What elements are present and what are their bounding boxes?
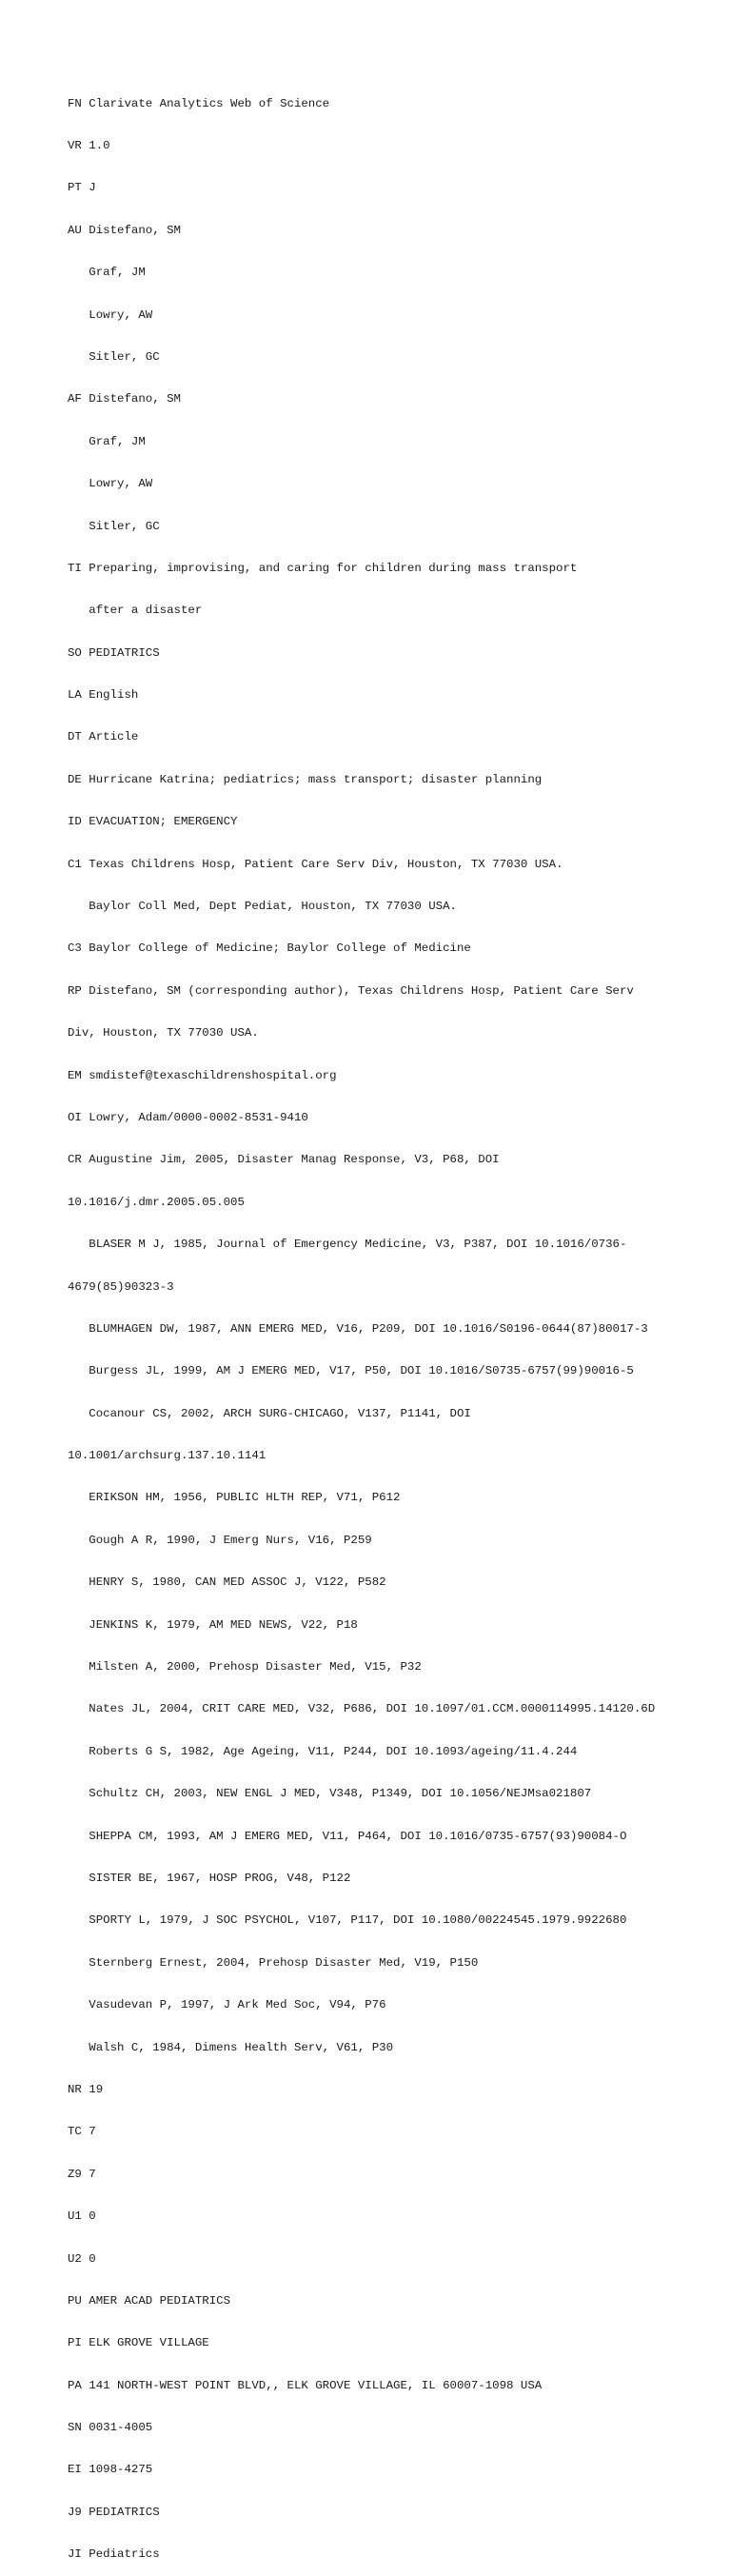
record-line: FN Clarivate Analytics Web of Science <box>68 96 330 110</box>
record-line: Graf, JM <box>68 434 146 448</box>
record-line: NR 19 <box>68 2082 104 2096</box>
record-line: SISTER BE, 1967, HOSP PROG, V48, P122 <box>68 1872 351 1885</box>
record-line: ERIKSON HM, 1956, PUBLIC HLTH REP, V71, P612 <box>68 1491 401 1505</box>
record-line: SN 0031-4005 <box>68 2421 153 2435</box>
record-line: EI 1098-4275 <box>68 2463 153 2477</box>
record-line: 10.1001/archsurg.137.10.1141 <box>68 1449 267 1463</box>
record-line: Z9 7 <box>68 2167 96 2181</box>
record-line: TI Preparing, improvising, and caring for children during mass transport <box>68 561 578 575</box>
record-line: PA 141 NORTH-WEST POINT BLVD,, ELK GROVE VILLAGE, IL 60007-1098 USA <box>68 2378 543 2392</box>
record-line: C3 Baylor College of Medicine; Baylor College of Medicine <box>68 941 471 956</box>
record-line: Div, Houston, TX 77030 USA. <box>68 1026 259 1040</box>
email-line[interactable]: EM smdistef@texaschildrenshospital.org <box>68 1068 337 1082</box>
record-line: JI Pediatrics <box>68 2547 160 2562</box>
record-line: BLUMHAGEN DW, 1987, ANN EMERG MED, V16, P209, DOI 10.1016/S0196-0644(87)80017-3 <box>68 1321 648 1336</box>
record-line: Sitler, GC <box>68 349 160 364</box>
record-line: U1 0 <box>68 2209 96 2224</box>
record-line: 10.1016/j.dmr.2005.05.005 <box>68 1195 245 1209</box>
record-line: SPORTY L, 1979, J SOC PSYCHOL, V107, P117, DOI 10.1080/00224545.1979.9922680 <box>68 1913 627 1928</box>
record-line: PI ELK GROVE VILLAGE <box>68 2336 209 2350</box>
record-line: PU AMER ACAD PEDIATRICS <box>68 2293 231 2308</box>
record-line: Cocanour CS, 2002, ARCH SURG-CHICAGO, V137, P1141, DOI <box>68 1406 471 1420</box>
record-line: TC 7 <box>68 2125 96 2139</box>
record-line: Milsten A, 2000, Prehosp Disaster Med, V15, P32 <box>68 1660 422 1674</box>
record-line: Roberts G S, 1982, Age Ageing, V11, P244, DOI 10.1093/ageing/11.4.244 <box>68 1744 578 1758</box>
record-line: PT J <box>68 181 96 195</box>
record-line: U2 0 <box>68 2251 96 2266</box>
record-line: VR 1.0 <box>68 138 110 152</box>
record-line: BLASER M J, 1985, Journal of Emergency Medicine, V3, P387, DOI 10.1016/0736- <box>68 1238 627 1252</box>
record-line: Walsh C, 1984, Dimens Health Serv, V61, P30 <box>68 2040 394 2054</box>
record-line: Gough A R, 1990, J Emerg Nurs, V16, P259 <box>68 1533 372 1547</box>
record-line: JENKINS K, 1979, AM MED NEWS, V22, P18 <box>68 1617 358 1632</box>
record-line: OI Lowry, Adam/0000-0002-8531-9410 <box>68 1110 308 1124</box>
record-line: DT Article <box>68 730 139 744</box>
record-line: after a disaster <box>68 604 203 618</box>
record-line: CR Augustine Jim, 2005, Disaster Manag Response, V3, P68, DOI <box>68 1153 500 1167</box>
record-line: Graf, JM <box>68 266 146 280</box>
record-line: Lowry, AW <box>68 307 153 322</box>
record-line: AF Distefano, SM <box>68 392 181 406</box>
record-line: Vasudevan P, 1997, J Ark Med Soc, V94, P76 <box>68 1998 386 2012</box>
record-line: SO PEDIATRICS <box>68 645 160 660</box>
record-line: Nates JL, 2004, CRIT CARE MED, V32, P686, DOI 10.1097/01.CCM.0000114995.14120.6D <box>68 1702 656 1716</box>
record-line: Schultz CH, 2003, NEW ENGL J MED, V348, P1349, DOI 10.1056/NEJMsa021807 <box>68 1787 592 1801</box>
record-line: Lowry, AW <box>68 477 153 491</box>
record-line: RP Distefano, SM (corresponding author), Texas Childrens Hosp, Patient Care Serv <box>68 983 634 998</box>
record-line: Baylor Coll Med, Dept Pediat, Houston, TX 77030 USA. <box>68 900 457 914</box>
record-line: Sitler, GC <box>68 519 160 533</box>
record-line: DE Hurricane Katrina; pediatrics; mass transport; disaster planning <box>68 772 543 786</box>
record-line: HENRY S, 1980, CAN MED ASSOC J, V122, P582 <box>68 1575 386 1590</box>
record-line: Burgess JL, 1999, AM J EMERG MED, V17, P50, DOI 10.1016/S0735-6757(99)90016-5 <box>68 1364 634 1378</box>
record-line: C1 Texas Childrens Hosp, Patient Care Serv Div, Houston, TX 77030 USA. <box>68 857 563 871</box>
record-line: LA English <box>68 688 139 703</box>
record-line: 4679(85)90323-3 <box>68 1279 174 1294</box>
record-line: AU Distefano, SM <box>68 223 181 237</box>
record-line: ID EVACUATION; EMERGENCY <box>68 815 238 829</box>
wos-record-text <box>68 69 724 2576</box>
record-line: SHEPPA CM, 1993, AM J EMERG MED, V11, P464, DOI 10.1016/0735-6757(93)90084-O <box>68 1829 627 1843</box>
record-line: Sternberg Ernest, 2004, Prehosp Disaster Med, V19, P150 <box>68 1955 479 1970</box>
record-line: J9 PEDIATRICS <box>68 2505 160 2519</box>
